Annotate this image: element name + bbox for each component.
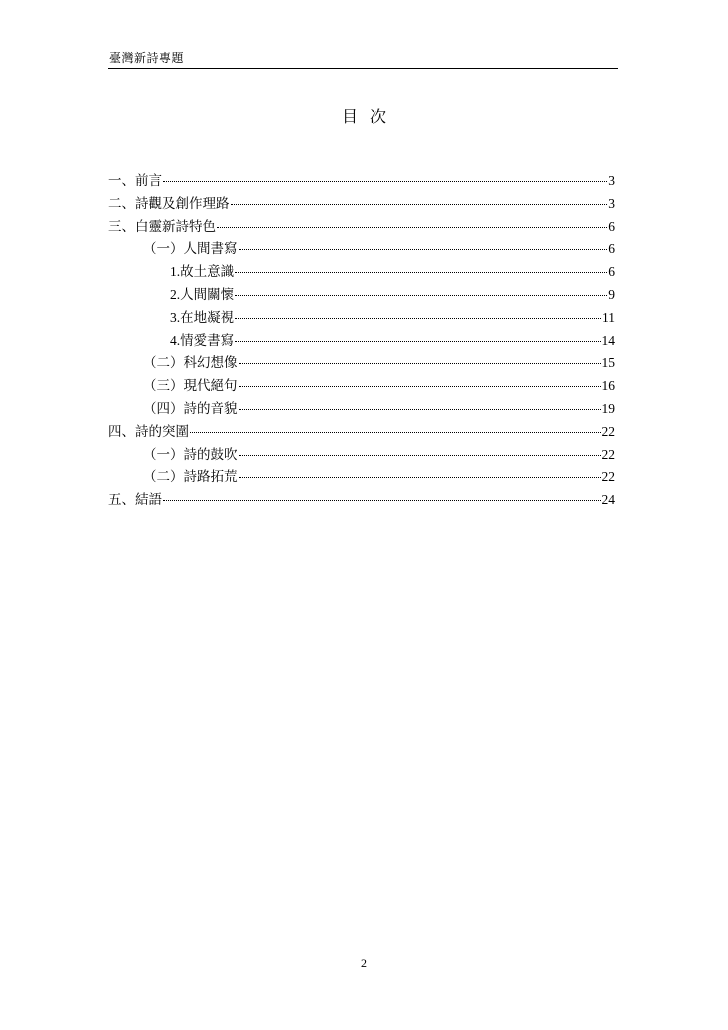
toc-dot-leader [163,181,607,182]
toc-entry-label: （一）詩的鼓吹 [143,446,238,462]
toc-dot-leader [235,318,601,319]
toc-entry-label: 1.故土意識 [170,264,235,280]
toc-entry[interactable] [108,466,615,489]
toc-dot-leader [217,227,607,228]
toc-entry[interactable] [108,352,615,375]
toc-dot-leader [235,295,607,296]
toc-entry-page: 22 [601,423,615,439]
page-number: 2 [361,956,367,970]
toc-dot-leader [231,204,608,205]
header-divider [108,68,618,69]
toc-entry-label: （三）現代絕句 [143,378,238,394]
toc-entry-page: 6 [608,218,615,234]
toc-entry[interactable] [108,216,615,239]
toc-entry-page: 22 [601,469,615,485]
toc-entry-label: （四）詩的音貌 [143,400,238,416]
toc-dot-leader [239,477,601,478]
toc-entry[interactable] [108,193,615,216]
toc-dot-leader [239,455,601,456]
toc-entry[interactable] [108,330,615,353]
toc-entry-page: 14 [601,332,615,348]
toc-entry-label: 四、詩的突圍 [108,423,189,439]
toc-dot-leader [190,432,601,433]
toc-entry-label: （二）科幻想像 [143,355,238,371]
toc-entry-page: 22 [601,446,615,462]
table-of-contents [108,170,615,512]
toc-entry-page: 24 [601,492,615,508]
toc-dot-leader [239,386,601,387]
toc-entry[interactable] [108,238,615,261]
toc-entry-label: 4.情愛書寫 [170,332,235,348]
toc-entry[interactable] [108,444,615,467]
toc-entry-label: 二、詩觀及創作理路 [108,195,230,211]
toc-dot-leader [235,272,607,273]
toc-entry-page: 19 [601,400,615,416]
toc-entry-page: 3 [608,173,615,188]
toc-entry-label: （一）人間書寫 [143,241,238,257]
toc-entry[interactable] [108,375,615,398]
toc-entry-page: 11 [602,309,615,325]
toc-entry-page: 15 [601,355,615,371]
toc-entry-page: 16 [601,378,615,394]
toc-entry-label: 三、白靈新詩特色 [108,218,216,234]
toc-entry[interactable] [108,284,615,307]
toc-dot-leader [239,409,601,410]
toc-entry-label: （二）詩路拓荒 [143,469,238,485]
toc-entry[interactable] [108,398,615,421]
toc-entry[interactable] [108,421,615,444]
toc-dot-leader [239,363,601,364]
toc-entry-label: 五、結語 [108,492,162,508]
toc-entry-page: 6 [608,264,615,280]
toc-entry[interactable] [108,261,615,284]
toc-dot-leader [235,341,600,342]
toc-entry[interactable] [108,170,615,193]
toc-entry-page: 6 [608,241,615,257]
toc-dot-leader [163,500,601,501]
toc-entry[interactable] [108,489,615,512]
toc-dot-leader [239,249,608,250]
toc-entry[interactable] [108,307,615,330]
toc-entry-label: 一、前言 [108,173,162,188]
toc-entry-page: 9 [608,286,615,302]
toc-entry-label: 2.人間關懷 [170,286,235,302]
toc-heading: 目次 [341,109,398,126]
running-header-title: 臺灣新詩專題 [109,51,185,65]
toc-entry-page: 3 [608,195,615,211]
toc-entry-label: 3.在地凝視 [170,309,235,325]
